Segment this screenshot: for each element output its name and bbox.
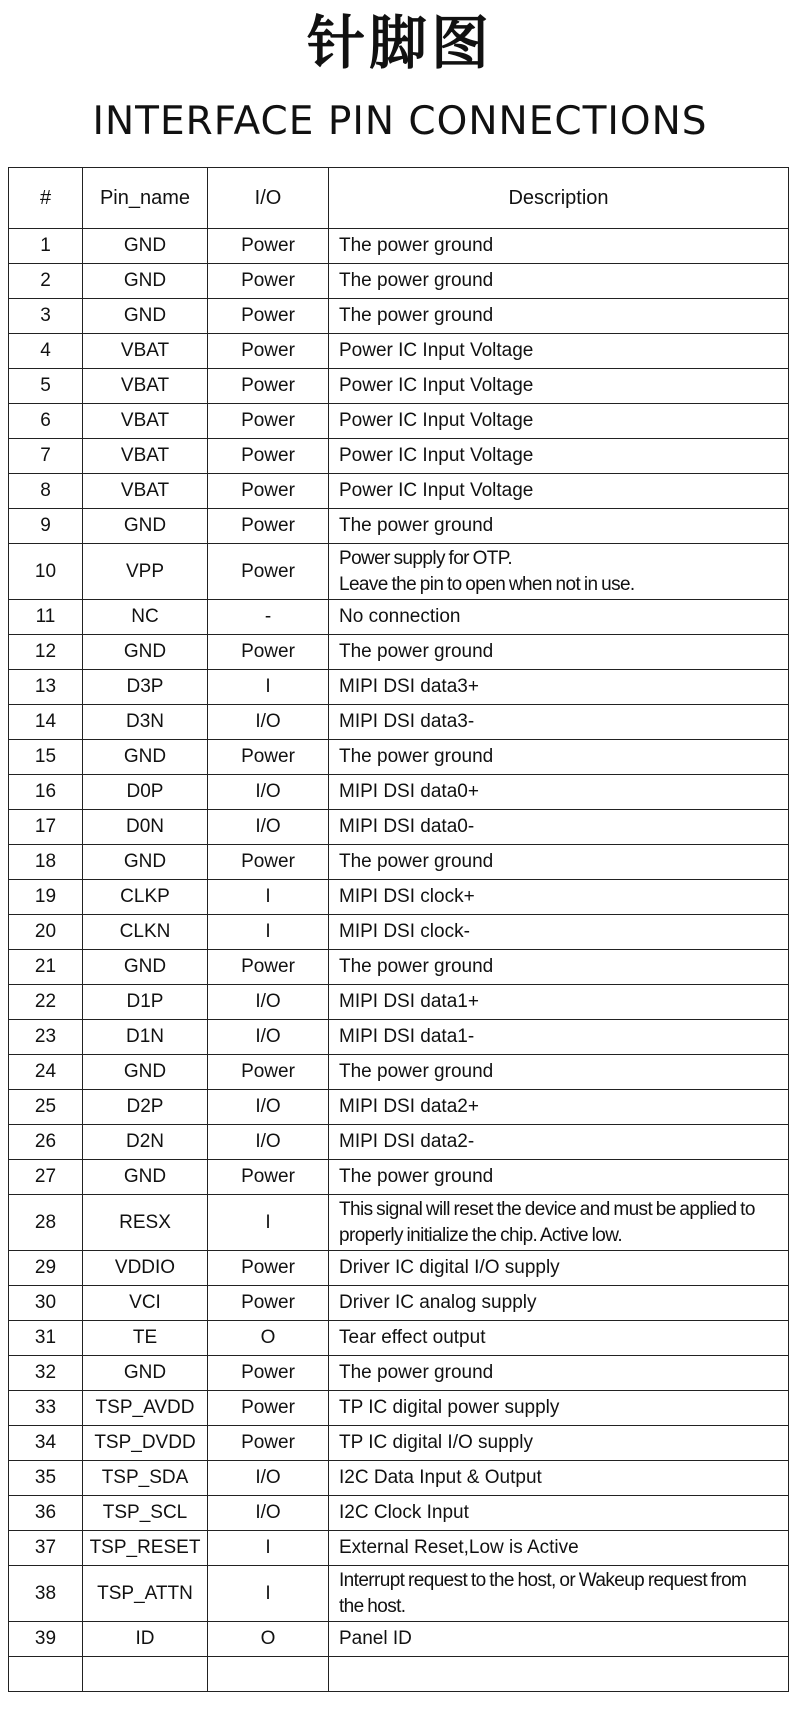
pin-io-cell: I/O xyxy=(208,1020,329,1055)
pin-number-cell: 17 xyxy=(9,810,83,845)
pin-description-cell: The power ground xyxy=(329,1055,789,1090)
pin-name-cell: D3N xyxy=(83,705,208,740)
pin-number-cell: 16 xyxy=(9,775,83,810)
table-row xyxy=(9,985,789,1020)
pin-number-cell: 4 xyxy=(9,334,83,369)
table-row xyxy=(9,264,789,299)
pin-name-cell: GND xyxy=(83,740,208,775)
pin-io-cell: I xyxy=(208,915,329,950)
pin-io-cell: I/O xyxy=(208,810,329,845)
pin-name-cell: GND xyxy=(83,299,208,334)
pin-io-cell: Power xyxy=(208,950,329,985)
table-row xyxy=(9,1356,789,1391)
pin-io-cell: Power xyxy=(208,1391,329,1426)
pin-description-cell: MIPI DSI clock- xyxy=(329,915,789,950)
pin-io-cell: Power xyxy=(208,1356,329,1391)
pin-name-cell: GND xyxy=(83,509,208,544)
pin-description-cell: MIPI DSI data3- xyxy=(329,705,789,740)
table-row xyxy=(9,915,789,950)
table-row xyxy=(9,1020,789,1055)
pin-io-cell: Power xyxy=(208,439,329,474)
table-row xyxy=(9,880,789,915)
pin-number-cell: 28 xyxy=(9,1195,83,1251)
pin-description-cell: Interrupt request to the host, or Wakeup request from the host. xyxy=(329,1566,789,1622)
pin-io-cell: - xyxy=(208,600,329,635)
pin-table-header xyxy=(9,168,789,229)
pin-description-cell: Power IC Input Voltage xyxy=(329,439,789,474)
pin-io-cell: Power xyxy=(208,544,329,600)
pin-description-cell: The power ground xyxy=(329,264,789,299)
pin-description-cell: Panel ID xyxy=(329,1622,789,1657)
pin-number-cell: 13 xyxy=(9,670,83,705)
pin-description-cell: The power ground xyxy=(329,1160,789,1195)
pin-io-cell: Power xyxy=(208,1160,329,1195)
pin-io-cell: Power xyxy=(208,509,329,544)
pin-description-cell: Power IC Input Voltage xyxy=(329,474,789,509)
table-row xyxy=(9,1461,789,1496)
pin-number-cell: 32 xyxy=(9,1356,83,1391)
pin-description-cell xyxy=(329,1657,789,1692)
pin-description-cell: The power ground xyxy=(329,299,789,334)
table-row xyxy=(9,950,789,985)
pin-io-cell: I/O xyxy=(208,1496,329,1531)
pin-description-cell: The power ground xyxy=(329,950,789,985)
pin-number-cell: 39 xyxy=(9,1622,83,1657)
pin-io-cell: I/O xyxy=(208,775,329,810)
pin-name-cell: D2N xyxy=(83,1125,208,1160)
table-row xyxy=(9,1195,789,1251)
pin-name-cell: VDDIO xyxy=(83,1251,208,1286)
pin-description-cell: TP IC digital power supply xyxy=(329,1391,789,1426)
pin-io-cell: Power xyxy=(208,740,329,775)
pin-name-cell: CLKN xyxy=(83,915,208,950)
header-row xyxy=(9,168,789,229)
header-description: Description xyxy=(329,168,789,229)
pin-io-cell: I xyxy=(208,1195,329,1251)
pin-description-cell: Driver IC analog supply xyxy=(329,1286,789,1321)
table-row xyxy=(9,299,789,334)
pin-number-cell: 23 xyxy=(9,1020,83,1055)
pin-name-cell: TSP_RESET xyxy=(83,1531,208,1566)
table-row xyxy=(9,845,789,880)
table-row xyxy=(9,740,789,775)
pin-name-cell: GND xyxy=(83,635,208,670)
pin-io-cell: I/O xyxy=(208,1461,329,1496)
pin-name-cell xyxy=(83,1657,208,1692)
pin-description-cell: Tear effect output xyxy=(329,1321,789,1356)
pin-description-cell: MIPI DSI data0+ xyxy=(329,775,789,810)
table-row xyxy=(9,544,789,600)
pin-name-cell: GND xyxy=(83,1356,208,1391)
table-row xyxy=(9,404,789,439)
header-io: I/O xyxy=(208,168,329,229)
pin-number-cell: 34 xyxy=(9,1426,83,1461)
pin-number-cell: 3 xyxy=(9,299,83,334)
table-row xyxy=(9,439,789,474)
table-row xyxy=(9,509,789,544)
pin-number-cell: 18 xyxy=(9,845,83,880)
pin-name-cell: D1P xyxy=(83,985,208,1020)
pin-name-cell: TSP_SCL xyxy=(83,1496,208,1531)
pin-table-body xyxy=(9,229,789,1692)
pin-number-cell: 6 xyxy=(9,404,83,439)
pin-name-cell: GND xyxy=(83,1160,208,1195)
pin-number-cell: 11 xyxy=(9,600,83,635)
pin-name-cell: D1N xyxy=(83,1020,208,1055)
pin-name-cell: D0N xyxy=(83,810,208,845)
pin-description-cell: The power ground xyxy=(329,229,789,264)
pin-table xyxy=(8,167,789,1692)
pin-name-cell: GND xyxy=(83,950,208,985)
table-row xyxy=(9,474,789,509)
pin-io-cell: Power xyxy=(208,845,329,880)
pin-name-cell: GND xyxy=(83,845,208,880)
table-row xyxy=(9,369,789,404)
pin-description-cell: MIPI DSI data3+ xyxy=(329,670,789,705)
pin-io-cell: Power xyxy=(208,229,329,264)
header-pin-name: Pin_name xyxy=(83,168,208,229)
page-title: INTERFACE PIN CONNECTIONS xyxy=(92,99,708,144)
pin-io-cell: Power xyxy=(208,1286,329,1321)
pin-number-cell: 38 xyxy=(9,1566,83,1622)
table-row xyxy=(9,1286,789,1321)
pin-name-cell: TSP_ATTN xyxy=(83,1566,208,1622)
pin-name-cell: CLKP xyxy=(83,880,208,915)
pin-description-cell: MIPI DSI data0- xyxy=(329,810,789,845)
pin-name-cell: VBAT xyxy=(83,369,208,404)
pin-io-cell: Power xyxy=(208,369,329,404)
pin-description-cell: Power IC Input Voltage xyxy=(329,404,789,439)
pin-name-cell: TSP_AVDD xyxy=(83,1391,208,1426)
pin-name-cell: GND xyxy=(83,1055,208,1090)
pin-io-cell: Power xyxy=(208,264,329,299)
pin-name-cell: D2P xyxy=(83,1090,208,1125)
pin-io-cell: Power xyxy=(208,474,329,509)
pin-number-cell: 9 xyxy=(9,509,83,544)
pin-io-cell: Power xyxy=(208,299,329,334)
table-row xyxy=(9,810,789,845)
pin-name-cell: TSP_DVDD xyxy=(83,1426,208,1461)
pin-io-cell: I xyxy=(208,1566,329,1622)
table-row xyxy=(9,635,789,670)
pin-name-cell: VBAT xyxy=(83,439,208,474)
pin-number-cell: 36 xyxy=(9,1496,83,1531)
table-row xyxy=(9,1055,789,1090)
table-row xyxy=(9,1251,789,1286)
pin-description-cell: No connection xyxy=(329,600,789,635)
pin-description-cell: The power ground xyxy=(329,740,789,775)
pin-number-cell: 33 xyxy=(9,1391,83,1426)
table-row xyxy=(9,1531,789,1566)
pin-description-cell: Power IC Input Voltage xyxy=(329,369,789,404)
pin-description-cell: The power ground xyxy=(329,845,789,880)
pin-number-cell: 7 xyxy=(9,439,83,474)
pin-number-cell: 31 xyxy=(9,1321,83,1356)
pin-description-cell: External Reset,Low is Active xyxy=(329,1531,789,1566)
pin-io-cell: Power xyxy=(208,1251,329,1286)
table-row xyxy=(9,229,789,264)
pin-description-cell: I2C Clock Input xyxy=(329,1496,789,1531)
pin-description-cell: MIPI DSI data2- xyxy=(329,1125,789,1160)
table-row xyxy=(9,1090,789,1125)
pin-io-cell: I/O xyxy=(208,1125,329,1160)
pin-number-cell: 20 xyxy=(9,915,83,950)
pin-io-cell: O xyxy=(208,1622,329,1657)
pin-number-cell: 22 xyxy=(9,985,83,1020)
pin-io-cell: Power xyxy=(208,1055,329,1090)
pin-io-cell: I/O xyxy=(208,1090,329,1125)
pin-name-cell: D3P xyxy=(83,670,208,705)
pin-io-cell: Power xyxy=(208,635,329,670)
header-number: # xyxy=(9,168,83,229)
pin-name-cell: GND xyxy=(83,229,208,264)
pin-number-cell: 10 xyxy=(9,544,83,600)
pin-io-cell: I xyxy=(208,670,329,705)
table-row xyxy=(9,705,789,740)
pin-description-cell: The power ground xyxy=(329,1356,789,1391)
pin-description-cell: This signal will reset the device and must be applied to properly initialize the chip. Active low. xyxy=(329,1195,789,1251)
pin-number-cell: 14 xyxy=(9,705,83,740)
table-row xyxy=(9,600,789,635)
table-row xyxy=(9,1566,789,1622)
table-row xyxy=(9,1391,789,1426)
table-row xyxy=(9,1622,789,1657)
pin-io-cell: Power xyxy=(208,1426,329,1461)
pin-name-cell: RESX xyxy=(83,1195,208,1251)
pin-description-cell: The power ground xyxy=(329,635,789,670)
pin-description-cell: MIPI DSI data1- xyxy=(329,1020,789,1055)
table-row xyxy=(9,334,789,369)
table-row xyxy=(9,670,789,705)
pin-name-cell: TSP_SDA xyxy=(83,1461,208,1496)
pin-description-cell: MIPI DSI data1+ xyxy=(329,985,789,1020)
table-row xyxy=(9,1321,789,1356)
pin-number-cell: 27 xyxy=(9,1160,83,1195)
pin-number-cell: 19 xyxy=(9,880,83,915)
pin-name-cell: VCI xyxy=(83,1286,208,1321)
pin-name-cell: NC xyxy=(83,600,208,635)
pin-description-cell: Power IC Input Voltage xyxy=(329,334,789,369)
pin-name-cell: VBAT xyxy=(83,334,208,369)
table-row xyxy=(9,1160,789,1195)
pin-name-cell: VBAT xyxy=(83,474,208,509)
table-row xyxy=(9,1496,789,1531)
pin-number-cell: 29 xyxy=(9,1251,83,1286)
pin-number-cell: 21 xyxy=(9,950,83,985)
pin-io-cell: Power xyxy=(208,334,329,369)
pin-number-cell: 37 xyxy=(9,1531,83,1566)
pin-description-cell: Driver IC digital I/O supply xyxy=(329,1251,789,1286)
pin-number-cell: 2 xyxy=(9,264,83,299)
table-row xyxy=(9,1426,789,1461)
table-row xyxy=(9,775,789,810)
pin-number-cell xyxy=(9,1657,83,1692)
pin-number-cell: 35 xyxy=(9,1461,83,1496)
pin-number-cell: 26 xyxy=(9,1125,83,1160)
pin-io-cell: I/O xyxy=(208,705,329,740)
table-row xyxy=(9,1125,789,1160)
pin-name-cell: ID xyxy=(83,1622,208,1657)
table-row xyxy=(9,1657,789,1692)
pin-description-cell: TP IC digital I/O supply xyxy=(329,1426,789,1461)
pin-description-cell: MIPI DSI data2+ xyxy=(329,1090,789,1125)
pin-io-cell: Power xyxy=(208,404,329,439)
pin-description-cell: MIPI DSI clock+ xyxy=(329,880,789,915)
pin-number-cell: 5 xyxy=(9,369,83,404)
pin-io-cell: I/O xyxy=(208,985,329,1020)
pin-name-cell: VPP xyxy=(83,544,208,600)
pin-name-cell: VBAT xyxy=(83,404,208,439)
pin-number-cell: 8 xyxy=(9,474,83,509)
pin-io-cell: I xyxy=(208,880,329,915)
pin-io-cell: O xyxy=(208,1321,329,1356)
page-title-chinese: 针脚图 xyxy=(306,9,493,77)
pin-number-cell: 24 xyxy=(9,1055,83,1090)
pin-name-cell: GND xyxy=(83,264,208,299)
pin-number-cell: 15 xyxy=(9,740,83,775)
pin-name-cell: TE xyxy=(83,1321,208,1356)
pin-io-cell xyxy=(208,1657,329,1692)
pin-description-cell: I2C Data Input & Output xyxy=(329,1461,789,1496)
pin-description-cell: Power supply for OTP. Leave the pin to open when not in use. xyxy=(329,544,789,600)
pin-number-cell: 25 xyxy=(9,1090,83,1125)
pin-number-cell: 1 xyxy=(9,229,83,264)
pin-io-cell: I xyxy=(208,1531,329,1566)
pin-description-cell: The power ground xyxy=(329,509,789,544)
pin-name-cell: D0P xyxy=(83,775,208,810)
pin-number-cell: 12 xyxy=(9,635,83,670)
pin-number-cell: 30 xyxy=(9,1286,83,1321)
